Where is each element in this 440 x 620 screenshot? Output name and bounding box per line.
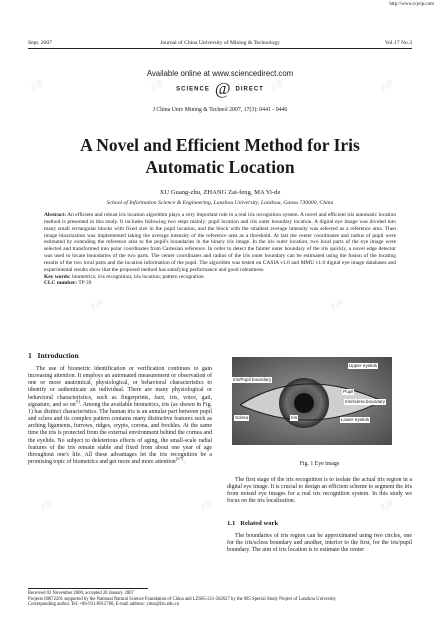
- header-volume: Vol.17 No.3: [384, 40, 412, 46]
- watermark: ZIP: [28, 77, 46, 93]
- label-iris-pupil-boundary: Iris/Pupil boundary: [233, 377, 272, 382]
- abstract: [44, 212, 396, 287]
- source-url[interactable]: http://www.cqvip.com: [389, 2, 434, 7]
- authors: XU Guang-zhu, ZHANG Zai-feng, MA Yi-de: [159, 189, 281, 196]
- subsection-title: Related work: [240, 520, 279, 527]
- header-journal: Journal of China University of Mining & Technology: [160, 40, 280, 46]
- section-title: Introduction: [37, 351, 79, 360]
- label-iris-sclera-boundary: Iris/sclera boundary: [345, 399, 386, 404]
- citation-ref[interactable]: [1]: [75, 399, 81, 404]
- label-sclera: Sclera: [235, 415, 249, 420]
- footnote-corresponding: Corresponding author. Tel: +86-931-8912786; E-mail address: yima@lzu.edu.cn: [28, 602, 180, 608]
- watermark: ZIP: [148, 77, 166, 93]
- footnote-projects: Projects 60872201 supported by the National Natural Science Foundation of China and LZS85-211-582627 by the 985 Special Study Project of Lanzhou University: [28, 596, 336, 602]
- figure-eye-image: [232, 357, 392, 445]
- sciencedirect-logo: [0, 80, 440, 100]
- footnote-rule: [28, 588, 148, 589]
- citation: J China Univ Mining & Technol 2007, 17(3): 0441 - 0446: [152, 107, 288, 113]
- abstract-text: An efficient and robust iris location algorithm plays a very important role in a real iris recognition system. A novel and efficient iris automatic location method is presented in this study. It includes following two steps mainly: pupil location and iris outer boundary location. A digital eye image was divided into many small rectangular blocks with fixed size in the pupil location, and the block with the smallest average intensity was selected as a reference area. Then image binarization was implemented taking the average intensity of the reference area as a threshold. At last the center coordinates and radius of pupil were estimated by extending the reference area to the pupil's boundaries in the binary iris image. In the iris outer location, two local parts of the eye image were selected and transformed into polar coordinates from Cartesian reference. In order to detect the fainter outer boundary of the iris quickly, a novel edge detector was used to locate boundaries of the two parts. The center coordinates and radius of the iris outer boundary can be estimated using the fusion of the locating results of the two local parts and the location information of the pupil. The algorithm was tested on CASIA v1.0 and MMU v1.0 digital eye image databases and experimental results show that the proposed method has satisfying performance and good robustness.: [44, 212, 396, 273]
- right-paragraph-2: The boundaries of iris region can be approximated using two circles, one for the iris/sclera boundary and another, interior to the first, for the iris/pupil boundary. The aim of iris location is to estimate the center: [227, 533, 412, 554]
- header-rule: [28, 48, 412, 49]
- available-online[interactable]: Available online at www.sciencedirect.com: [146, 69, 294, 78]
- watermark: ZIP: [38, 497, 56, 513]
- watermark: ZIP: [88, 297, 106, 313]
- label-lower-eyelids: Lower eyelids: [341, 417, 370, 422]
- footnote-received: Received 02 November 2006; accepted 20 January 2007: [28, 591, 134, 596]
- citation-ref[interactable]: [2-7]: [175, 457, 184, 462]
- intro-text-end: .: [183, 459, 185, 466]
- affiliation: School of Information Science & Engineering, Lanzhou University, Lanzhou, Gansu 730000, China: [106, 200, 334, 206]
- clc-number: TP 39: [78, 280, 92, 287]
- intro-text-b: . Among the available biometrics, iris (as shown in Fig. 1) has distinct characteristics. The human iris is an annular part between pupil and sclera and its complex pattern contains many distinctive features such as arching ligaments, furrows, ridges, crypts, corona, and freckles. At the same time the iris is protected from the external environment behind the cornea and the eyelids. No subject to deleterious effects of aging, the small-scale radial features of the iris remain stable and fixed from about one year of age throughout one's life. All these advantages let the iris recognition be a promising topic of biometrics and get more and more attention: [28, 401, 212, 466]
- paper-title-line2: Automatic Location: [145, 157, 295, 177]
- header-date: Sept. 2007: [28, 40, 52, 46]
- right-paragraph-1: The first stage of the iris recognition is to isolate the actual iris region in a digital eye image. It is crucial to design an efficient scheme to segment the iris from noised eye images for a real iris recognition system. In this study we focus on the iris localization.: [227, 477, 412, 505]
- label-upper-eyelids: Upper eyelids: [349, 363, 378, 368]
- keywords-label: Key words:: [44, 273, 71, 280]
- logo-left-text: SCIENCE: [176, 86, 210, 93]
- paper-title-line1: A Novel and Efficient Method for Iris: [80, 135, 360, 155]
- label-pupil: Pupil: [343, 389, 354, 394]
- watermark: ZIP: [268, 77, 286, 93]
- watermark: ZIP: [198, 497, 216, 513]
- section-number: 1: [28, 351, 32, 360]
- footnotes: [28, 591, 412, 608]
- label-iris: Iris: [291, 415, 298, 420]
- subsection-number: 1.1: [227, 520, 236, 527]
- section-heading: [28, 351, 79, 360]
- keywords: biometrics; iris recognition; iris location; pattern recognition: [72, 273, 204, 280]
- logo-at-icon: @: [214, 79, 231, 99]
- watermark: ZIP: [378, 497, 396, 513]
- clc-label: CLC number:: [44, 280, 78, 287]
- subsection-heading: [227, 520, 278, 527]
- pupil-region: [294, 393, 314, 413]
- intro-paragraph: [28, 366, 212, 466]
- figure-caption: Fig. 1 Eye image: [299, 461, 340, 467]
- intro-text-a: The use of biometric identification or verification continues to gain increasing attention. It employs an automated measurement or observation of one or more anatomical, physiological, or behavioral characteristics to identify or authenticate an individual. There are many physiological or behavioral characteristics, such as fingerprints, face, iris, voice, gait, signature, and so on: [28, 366, 212, 408]
- watermark: ZIP: [328, 297, 346, 313]
- abstract-label: Abstract:: [44, 212, 67, 218]
- watermark: ZIP: [378, 77, 396, 93]
- logo-right-text: DIRECT: [235, 86, 264, 93]
